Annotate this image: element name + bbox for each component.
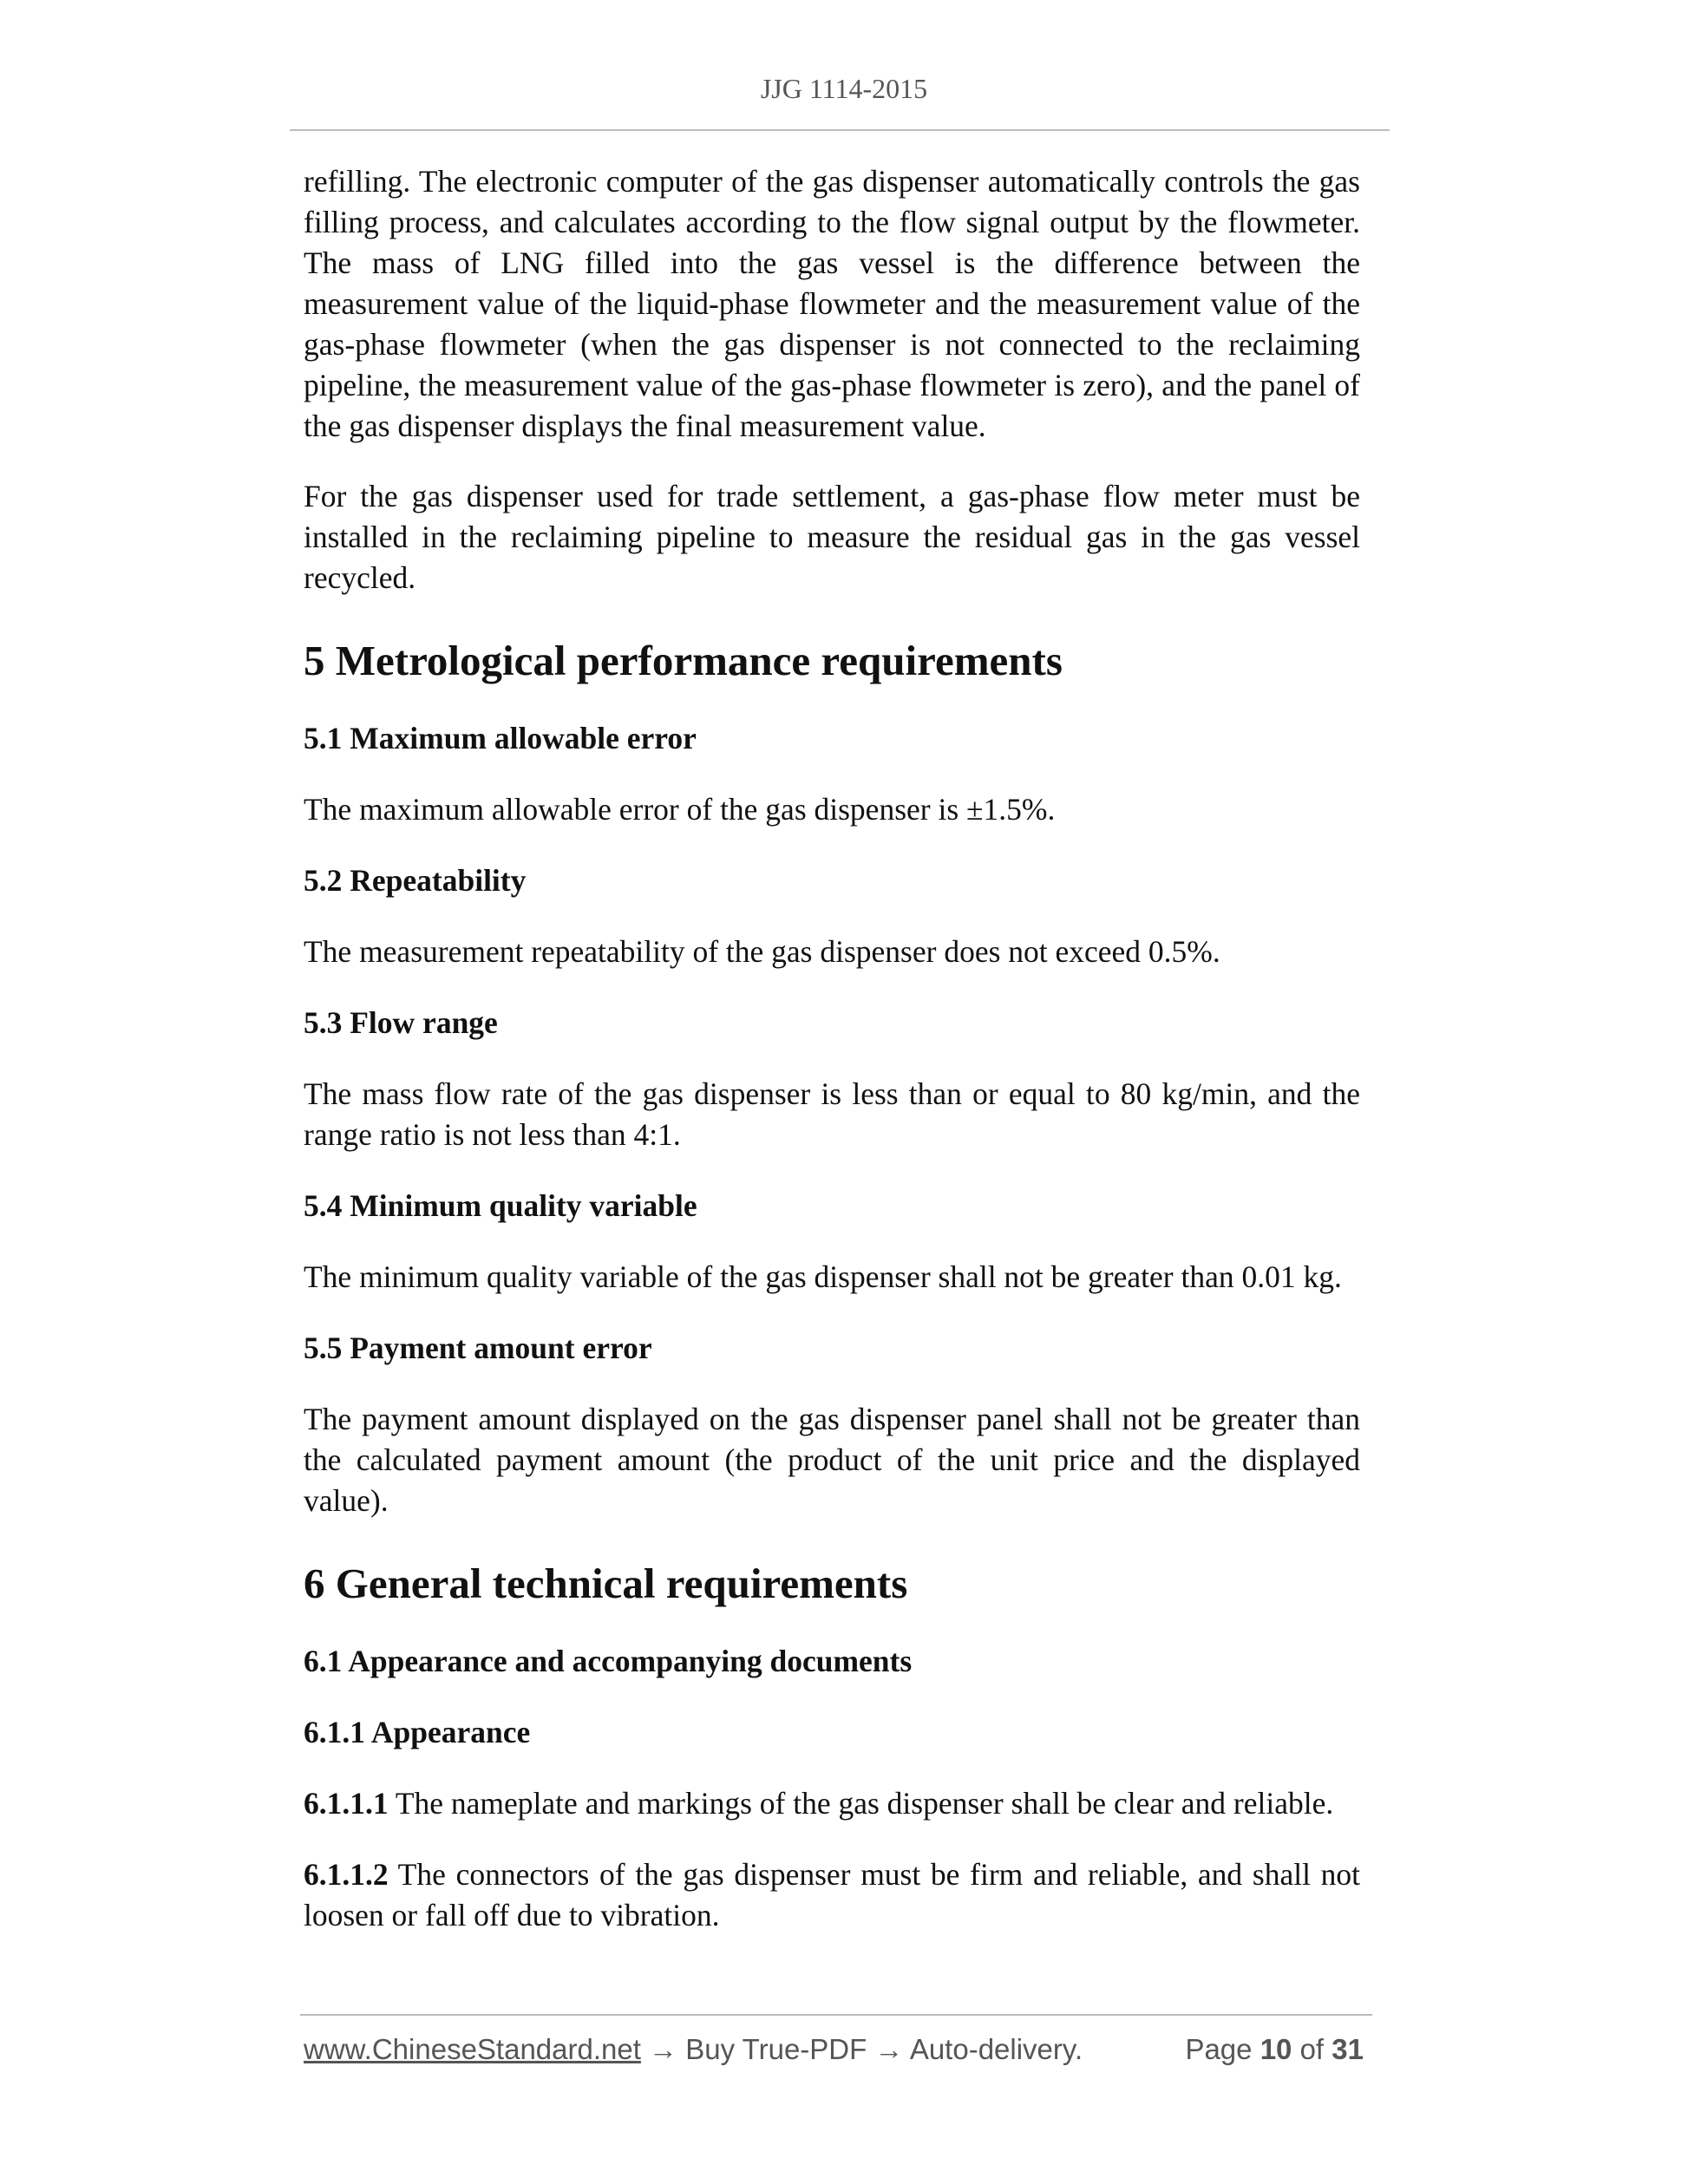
paragraph-5-1: The maximum allowable error of the gas dispenser is ±1.5%.: [304, 792, 1056, 827]
section-heading-5-4: 5.4 Minimum quality variable: [304, 1188, 697, 1223]
clause-6-1-1-2: [304, 1854, 1360, 1936]
section-heading-5-5: 5.5 Payment amount error: [304, 1331, 652, 1365]
section-heading-5-3: 5.3 Flow range: [304, 1005, 498, 1040]
section-heading-6-1-1: 6.1.1 Appearance: [304, 1715, 531, 1749]
paragraph-trade-settlement: For the gas dispenser used for trade settlement, a gas-phase flow meter must be installed in the reclaiming pipeline to measure the residual gas in the gas vessel recycled.: [304, 479, 1360, 595]
chapter-heading-6: 6 General technical requirements: [304, 1560, 908, 1607]
header-divider: [290, 129, 1390, 131]
promo-text: → Buy True-PDF → Auto-delivery.: [640, 2033, 1083, 2065]
of-label: of: [1299, 2033, 1325, 2065]
running-header: JJG 1114-2015: [760, 73, 928, 104]
clause-number: 6.1.1.2: [304, 1857, 389, 1892]
clause-6-1-1-1: [304, 1783, 1360, 1824]
paragraph-5-2: The measurement repeatability of the gas dispenser does not exceed 0.5%.: [304, 934, 1220, 969]
paragraph-5-4: The minimum quality variable of the gas dispenser shall not be greater than 0.01 kg.: [304, 1259, 1342, 1294]
paragraph-refilling: refilling. The electronic computer of the gas dispenser automatically controls the gas filling process, and calculates according to the flow signal output by the flowmeter. The mass of LNG filled into the gas vessel is the difference between the measurement value of the liquid-phase flowmeter and the measurement value of the gas-phase flowmeter (when the gas dispenser is not connected to the reclaiming pipeline, the measurement value of the gas-phase flowmeter is zero), and the panel of the gas dispenser displays the final measurement value.: [304, 164, 1360, 443]
page-current: 10: [1259, 2033, 1292, 2065]
section-heading-6-1: 6.1 Appearance and accompanying documents: [304, 1644, 913, 1678]
chapter-heading-5: 5 Metrological performance requirements: [304, 637, 1063, 684]
paragraph-5-3: The mass flow rate of the gas dispenser is less than or equal to 80 kg/min, and the range ratio is not less than 4:1.: [304, 1076, 1360, 1152]
page-number: [1185, 2033, 1364, 2066]
page-label: Page: [1185, 2033, 1253, 2065]
paragraph-5-5: The payment amount displayed on the gas dispenser panel shall not be greater than the calculated payment amount (the product of the unit price and the displayed value).: [304, 1402, 1360, 1518]
page-total: 31: [1331, 2033, 1364, 2065]
clause-text: The nameplate and markings of the gas dispenser shall be clear and reliable.: [388, 1786, 1334, 1821]
page-footer: [304, 2033, 1364, 2075]
page-body: [304, 161, 1360, 1936]
clause-number: 6.1.1.1: [304, 1786, 389, 1821]
section-heading-5-1: 5.1 Maximum allowable error: [304, 721, 697, 755]
website-link[interactable]: www.ChineseStandard.net: [304, 2033, 641, 2065]
section-heading-5-2: 5.2 Repeatability: [304, 863, 527, 898]
clause-text: The connectors of the gas dispenser must be firm and reliable, and shall not loosen or fall off due to vibration.: [304, 1857, 1360, 1932]
footer-promo: [304, 2033, 1083, 2066]
footer-divider: [300, 2014, 1372, 2016]
